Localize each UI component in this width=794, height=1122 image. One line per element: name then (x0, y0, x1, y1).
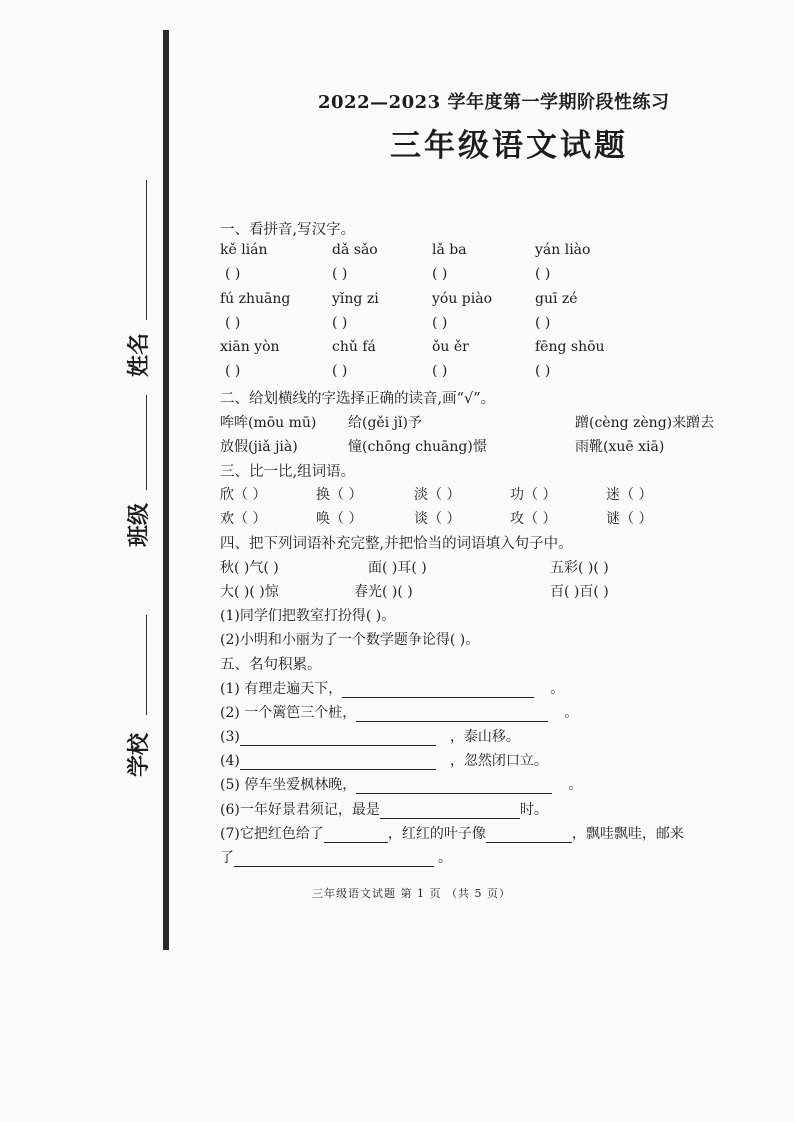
quote-line-7 (220, 823, 760, 847)
quote-line-3 (220, 726, 760, 750)
quote-line-1 (220, 678, 760, 702)
quote-text: (2) 一个篱笆三个桩， (220, 704, 357, 721)
pinyin-item: ǒu ěr (432, 338, 469, 355)
fill-blank[interactable] (356, 779, 552, 794)
fill-blank[interactable] (234, 852, 434, 867)
quote-line-5 (220, 774, 760, 798)
exam-subtitle: 2022—2023 学年度第一学期阶段性练习 (318, 92, 670, 113)
quote-text: (1) 有理走遍天下， (220, 680, 343, 697)
compare-row-2 (220, 508, 760, 532)
pronunciation-item[interactable]: 雨靴(xuē xiā) (575, 438, 665, 455)
answer-paren[interactable]: ( ) (225, 314, 241, 331)
section-3-title: 三、比一比,组词语。 (220, 463, 356, 480)
section-2-title: 二、给划横线的字选择正确的读音,画“√”。 (220, 391, 496, 408)
pinyin-item: fēng shōu (535, 338, 605, 355)
fill-blank[interactable] (324, 828, 388, 843)
quote-text: ，飘哇飘哇，邮来 (571, 825, 684, 842)
school-label: 学校 (127, 733, 152, 778)
compare-item[interactable]: 攻（ ） (510, 511, 557, 528)
answer-row-1 (220, 266, 760, 290)
class-label: 班级 (127, 503, 152, 548)
quote-line-4 (220, 750, 760, 774)
compare-row-1 (220, 484, 760, 508)
fill-blank[interactable] (240, 731, 436, 746)
compare-item[interactable]: 换（ ） (316, 487, 363, 504)
answer-row-3 (220, 363, 760, 387)
compare-item[interactable]: 功（ ） (510, 487, 557, 504)
idiom-question-2[interactable]: (2)小明和小丽为了一个数学题争论得( )。 (220, 632, 480, 649)
pinyin-item: dǎ sǎo (332, 242, 378, 259)
quote-text: 。 (564, 704, 579, 721)
section-5-title: 五、名句积累。 (220, 657, 322, 674)
pinyin-item: xiān yòn (220, 338, 280, 355)
exam-content (220, 218, 760, 871)
pronunciation-item[interactable]: 憧(chōng chuāng)憬 (348, 438, 487, 455)
quote-line-8 (220, 847, 760, 871)
exam-title: 三年级语文试题 (390, 128, 628, 164)
quote-line-2 (220, 702, 760, 726)
section-4-title: 四、把下列词语补充完整,并把恰当的词语填入句子中。 (220, 536, 573, 553)
answer-paren[interactable]: ( ) (332, 314, 348, 331)
name-label: 姓名 (127, 333, 152, 378)
compare-item[interactable]: 欢（ ） (220, 511, 267, 528)
quote-text: (5) 停车坐爱枫林晚， (220, 777, 357, 794)
fill-blank[interactable] (342, 683, 534, 698)
idiom-question-1[interactable]: (1)同学们把教室打扮得( )。 (220, 608, 396, 624)
pinyin-item: chǔ fá (332, 338, 376, 355)
fill-blank[interactable] (356, 707, 548, 722)
quote-text: 。 (550, 680, 565, 697)
idiom-item[interactable]: 秋( )气( ) (220, 559, 279, 576)
pronunciation-row-2 (220, 436, 760, 460)
compare-item[interactable]: 谈（ ） (414, 511, 461, 528)
compare-item[interactable]: 欣（ ） (220, 487, 267, 504)
quote-text: ，泰山移。 (449, 728, 520, 745)
idiom-item[interactable]: 大( )( )惊 (220, 583, 279, 600)
section-1-title: 一、看拼音,写汉字。 (220, 222, 356, 238)
pinyin-item: guī zé (535, 290, 578, 307)
class-blank-line (146, 395, 147, 490)
pinyin-item: kě lián (220, 242, 268, 259)
quote-line-6 (220, 799, 760, 823)
answer-paren[interactable]: ( ) (535, 363, 551, 380)
compare-item[interactable]: 淡（ ） (414, 487, 461, 504)
answer-row-2 (220, 315, 760, 339)
pronunciation-row-1 (220, 412, 760, 436)
compare-item[interactable]: 唤（ ） (316, 511, 363, 528)
quote-text: (7)它把红色给了 (220, 825, 324, 842)
quote-text: ，红红的叶子像 (387, 825, 486, 842)
pinyin-row-3 (220, 339, 760, 363)
answer-paren[interactable]: ( ) (332, 266, 348, 283)
quote-text: (6)一年好景君须记，最是 (220, 801, 380, 818)
answer-paren[interactable]: ( ) (535, 266, 551, 283)
idiom-item[interactable]: 春光( )( ) (354, 583, 413, 600)
answer-paren[interactable]: ( ) (332, 363, 348, 380)
idiom-row-1 (220, 557, 760, 581)
fill-blank[interactable] (486, 828, 572, 843)
answer-paren[interactable]: ( ) (225, 266, 241, 283)
quote-text: (3) (220, 728, 240, 745)
school-blank-line (146, 615, 147, 715)
quote-text: 。 (568, 777, 583, 794)
pinyin-item: lǎ ba (432, 242, 467, 259)
pinyin-item: yóu piào (432, 290, 493, 307)
quote-text: 时。 (519, 801, 548, 818)
fill-blank[interactable] (240, 755, 436, 770)
pinyin-item: yán liào (535, 242, 591, 259)
answer-paren[interactable]: ( ) (535, 314, 551, 331)
idiom-item[interactable]: 面( )耳( ) (368, 559, 427, 576)
idiom-item[interactable]: 百( )百( ) (550, 583, 609, 600)
idiom-row-2 (220, 581, 760, 605)
pronunciation-item[interactable]: 哞哞(mōu mū) (220, 414, 317, 431)
pinyin-row-2 (220, 291, 760, 315)
idiom-item[interactable]: 五彩( )( ) (550, 559, 609, 576)
answer-paren[interactable]: ( ) (432, 363, 448, 380)
pronunciation-item[interactable]: 放假(jiǎ jià) (220, 438, 298, 455)
answer-paren[interactable]: ( ) (225, 363, 241, 380)
fill-blank[interactable] (380, 804, 520, 819)
answer-paren[interactable]: ( ) (432, 314, 448, 331)
pinyin-item: fú zhuāng (220, 290, 291, 307)
quote-text: ，忽然闭口立。 (449, 753, 548, 770)
quote-text: (4) (220, 753, 240, 770)
quote-text: 了 (220, 849, 234, 866)
pinyin-row-1 (220, 242, 760, 266)
pronunciation-item[interactable]: 蹭(cèng zèng)来蹭去 (575, 414, 715, 431)
quote-text: 。 (438, 849, 452, 866)
answer-paren[interactable]: ( ) (432, 266, 448, 283)
pinyin-item: yǐng zi (332, 290, 379, 307)
pronunciation-item[interactable]: 给(gěi jǐ)予 (348, 414, 422, 431)
name-blank-line (146, 180, 147, 320)
page-footer: 三年级语文试题 第 1 页 （共 5 页） (312, 887, 511, 900)
compare-item[interactable]: 迷（ ） (606, 487, 653, 504)
compare-item[interactable]: 谜（ ） (606, 511, 653, 528)
